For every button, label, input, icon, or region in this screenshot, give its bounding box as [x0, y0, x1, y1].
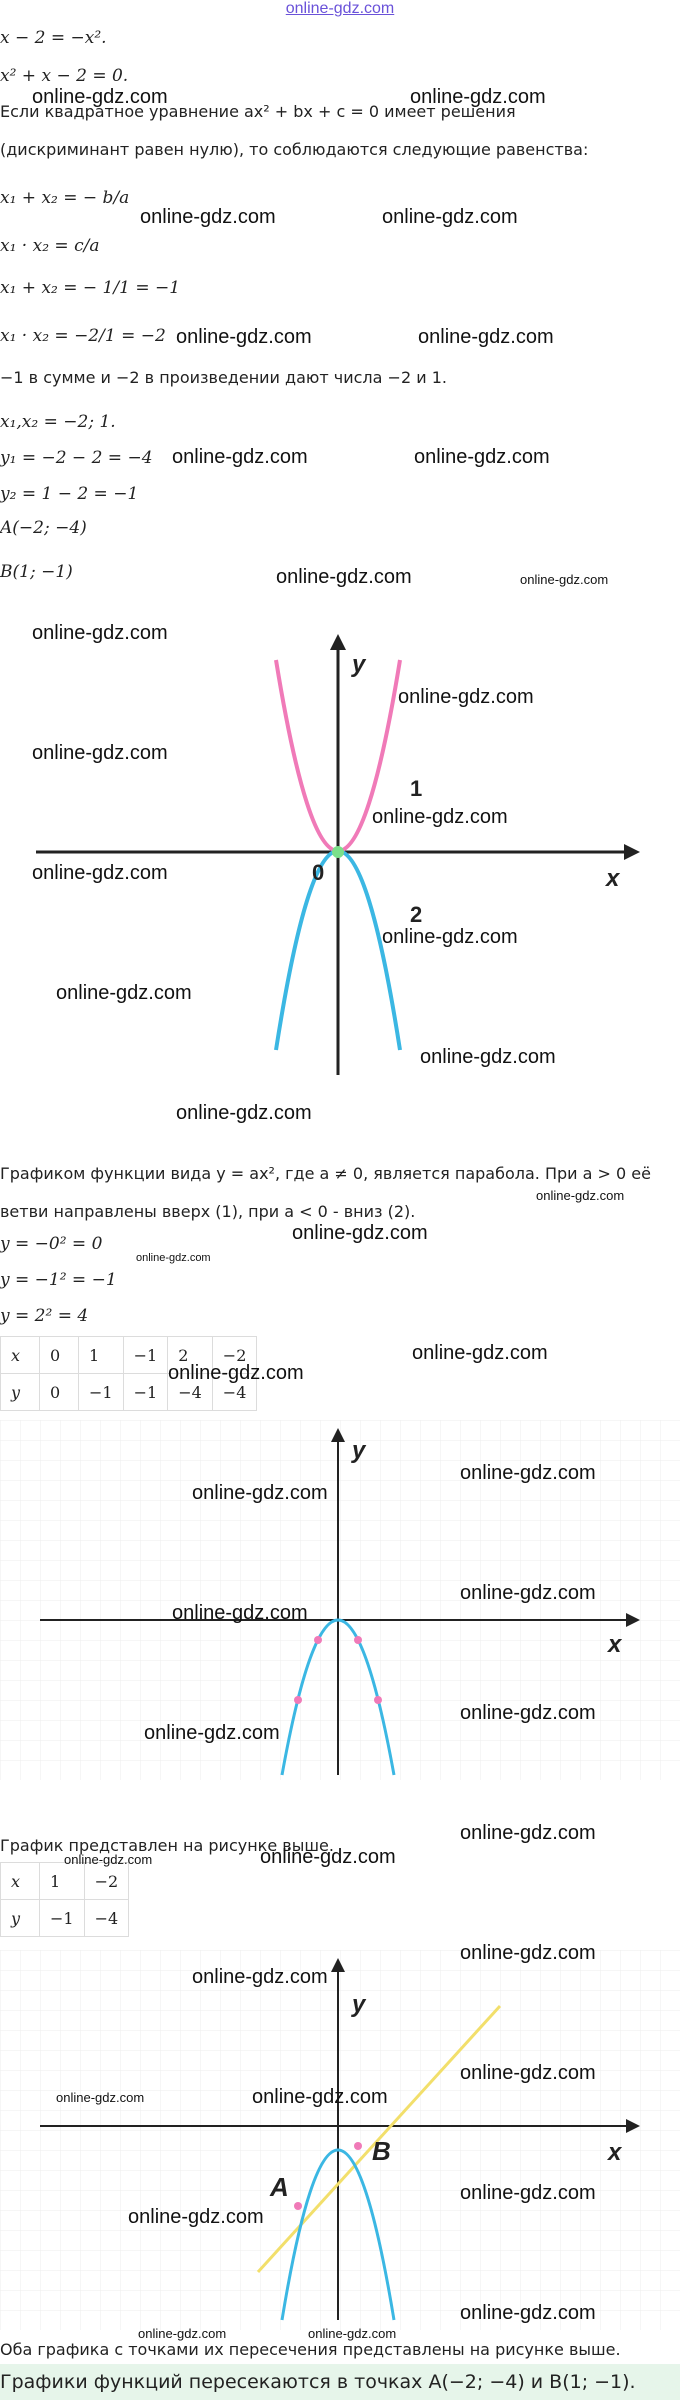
- table-cell: y: [1, 1900, 40, 1937]
- equation-line: x − 2 = −x².: [0, 28, 107, 48]
- parabola-text: Графиком функции вида y = ax², где a ≠ 0, является парабола. При a > 0 её: [0, 1164, 651, 1183]
- y-axis-label: y: [352, 651, 366, 678]
- watermark: online-gdz.com: [168, 1362, 304, 1384]
- table-cell: −4: [212, 1374, 257, 1411]
- sum-value: x₁ + x₂ = − 1/1 = −1: [0, 278, 181, 298]
- graph-point: [354, 1636, 362, 1644]
- watermark: online-gdz.com: [192, 1966, 328, 1988]
- prod-value: x₁ · x₂ = −2/1 = −2: [0, 326, 166, 346]
- graph-point: [294, 1696, 302, 1704]
- watermark: online-gdz.com: [382, 926, 518, 948]
- watermark: online-gdz.com: [460, 2062, 596, 2084]
- table-cell: 0: [40, 1337, 79, 1374]
- table-cell: y: [1, 1374, 40, 1411]
- watermark: online-gdz.com: [172, 446, 308, 468]
- table-cell: −1: [40, 1900, 85, 1937]
- vieta-intro: (дискриминант равен нулю), то соблюдаются следующие равенства:: [0, 140, 589, 159]
- watermark: online-gdz.com: [136, 1252, 211, 1264]
- watermark: online-gdz.com: [410, 86, 546, 108]
- watermark: online-gdz.com: [252, 2086, 388, 2108]
- graph-point: [314, 1636, 322, 1644]
- table-cell: −1: [79, 1374, 124, 1411]
- watermark: online-gdz.com: [460, 2302, 596, 2324]
- watermark: online-gdz.com: [520, 572, 609, 587]
- table-cell: −1: [123, 1374, 168, 1411]
- x-axis-arrow: [624, 844, 640, 860]
- curve-2-label: 2: [410, 902, 423, 927]
- grid-background: [0, 1950, 680, 2330]
- values-table: [0, 1862, 129, 1937]
- table-cell: 1: [79, 1337, 124, 1374]
- point-b-label: B: [372, 2136, 391, 2166]
- watermark: online-gdz.com: [460, 1582, 596, 1604]
- intersection-graph: [0, 1950, 680, 2330]
- point-b-line: B(1; −1): [0, 562, 73, 582]
- graph-point: [354, 2142, 362, 2150]
- sum-formula: x₁ + x₂ = − b/a: [0, 188, 130, 208]
- roots-text: −1 в сумме и −2 в произведении дают числа −2 и 1.: [0, 368, 447, 387]
- watermark: online-gdz.com: [372, 806, 508, 828]
- table-cell: −2: [212, 1337, 257, 1374]
- vieta-intro: Если квадратное уравнение ax² + bx + c = 0 имеет решения: [0, 102, 516, 121]
- watermark: online-gdz.com: [536, 1188, 625, 1203]
- watermark: online-gdz.com: [32, 862, 168, 884]
- y-axis-arrow: [330, 634, 346, 650]
- watermark: online-gdz.com: [460, 1702, 596, 1724]
- parabolas-figure: [0, 630, 680, 1090]
- y-axis-label: y: [352, 1437, 366, 1464]
- equation-line: x² + x − 2 = 0.: [0, 66, 129, 86]
- curve-1-label: 1: [410, 776, 423, 801]
- watermark: online-gdz.com: [32, 742, 168, 764]
- watermark: online-gdz.com: [260, 1846, 396, 1868]
- parabola-text: ветви направлены вверх (1), при a < 0 - вниз (2).: [0, 1202, 416, 1221]
- watermark: online-gdz.com: [412, 1342, 548, 1364]
- watermark: online-gdz.com: [64, 1852, 153, 1867]
- watermark: online-gdz.com: [420, 1046, 556, 1068]
- origin-point: [332, 846, 344, 858]
- calc-line: y = 2² = 4: [0, 1306, 89, 1326]
- table-cell: −4: [84, 1900, 129, 1937]
- y-axis-label: y: [352, 1991, 366, 2018]
- watermark: online-gdz.com: [138, 2326, 227, 2341]
- watermark: online-gdz.com: [192, 1482, 328, 1504]
- table-cell: x: [1, 1863, 40, 1900]
- table-cell: −4: [168, 1374, 213, 1411]
- prod-formula: x₁ · x₂ = c/a: [0, 236, 100, 256]
- graph-point: [374, 1696, 382, 1704]
- y2-line: y₂ = 1 − 2 = −1: [0, 484, 139, 504]
- table-row: [1, 1900, 129, 1937]
- both-caption: Оба графика с точками их пересечения представлены на рисунке выше.: [0, 2340, 621, 2359]
- graph-caption: График представлен на рисунке выше.: [0, 1836, 334, 1855]
- watermark: online-gdz.com: [32, 622, 168, 644]
- watermark: online-gdz.com: [176, 1102, 312, 1124]
- y1-line: y₁ = −2 − 2 = −4: [0, 448, 153, 468]
- point-a-line: A(−2; −4): [0, 518, 87, 538]
- point-a-label: A: [270, 2172, 289, 2202]
- watermark: online-gdz.com: [144, 1722, 280, 1744]
- x-axis-label: x: [606, 865, 620, 892]
- table-cell: −1: [123, 1337, 168, 1374]
- watermark: online-gdz.com: [460, 1462, 596, 1484]
- watermark: online-gdz.com: [276, 566, 412, 588]
- table-cell: x: [1, 1337, 40, 1374]
- graph-point: [294, 2202, 302, 2210]
- watermark: online-gdz.com: [414, 446, 550, 468]
- watermark: online-gdz.com: [418, 326, 554, 348]
- calc-line: y = −0² = 0: [0, 1234, 103, 1254]
- answer-box: Графики функций пересекаются в точках A(−2; −4) и B(1; −1).: [0, 2364, 680, 2400]
- watermark: online-gdz.com: [382, 206, 518, 228]
- watermark: online-gdz.com: [292, 1222, 428, 1244]
- watermark: online-gdz.com: [176, 326, 312, 348]
- watermark: online-gdz.com: [172, 1602, 308, 1624]
- origin-label: 0: [312, 860, 325, 885]
- table-cell: 2: [168, 1337, 213, 1374]
- table-row: [1, 1863, 129, 1900]
- header-link[interactable]: online-gdz.com: [285, 0, 395, 17]
- watermark: online-gdz.com: [140, 206, 276, 228]
- watermark: online-gdz.com: [128, 2206, 264, 2228]
- table-cell: −2: [84, 1863, 129, 1900]
- watermark: online-gdz.com: [460, 1822, 596, 1844]
- x-axis-label: x: [608, 1631, 622, 1658]
- watermark: online-gdz.com: [460, 1942, 596, 1964]
- table-cell: 1: [40, 1863, 85, 1900]
- watermark: online-gdz.com: [398, 686, 534, 708]
- calc-line: y = −1² = −1: [0, 1270, 117, 1290]
- x-axis-label: x: [608, 2139, 622, 2166]
- watermark: online-gdz.com: [308, 2326, 397, 2341]
- watermark: online-gdz.com: [56, 2090, 145, 2105]
- watermark: online-gdz.com: [460, 2182, 596, 2204]
- table-cell: 0: [40, 1374, 79, 1411]
- watermark: online-gdz.com: [56, 982, 192, 1004]
- roots-line: x₁,x₂ = −2; 1.: [0, 412, 116, 432]
- watermark: online-gdz.com: [32, 86, 168, 108]
